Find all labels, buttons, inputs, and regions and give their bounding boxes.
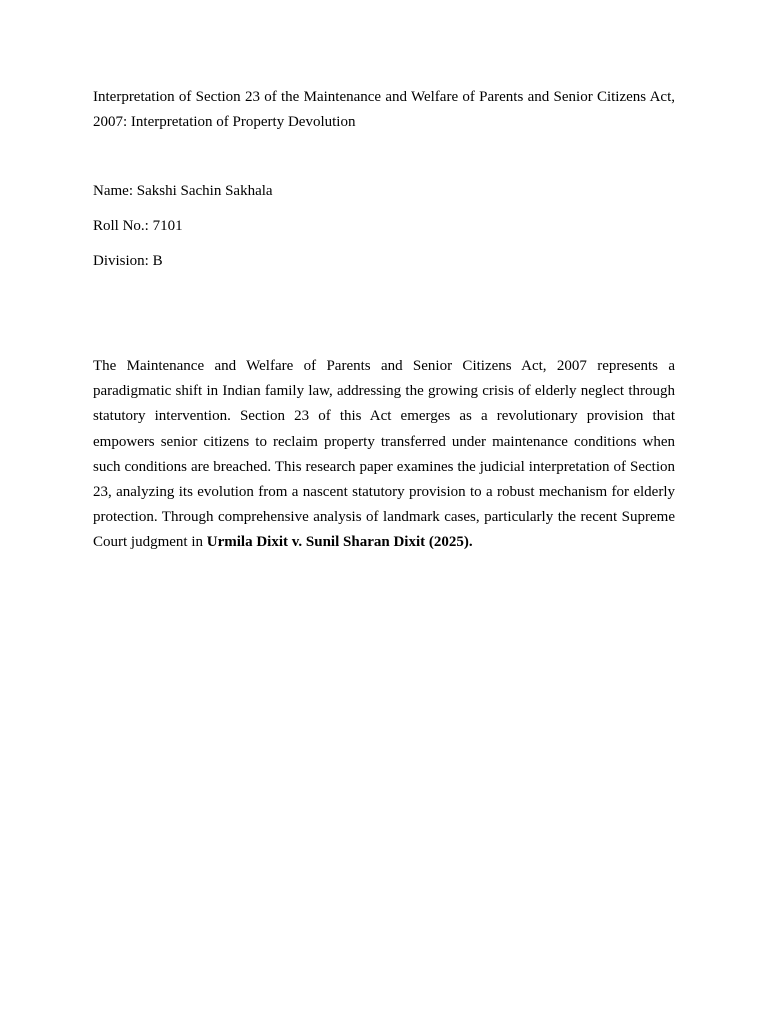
document-title: Interpretation of Section 23 of the Maintenance and Welfare of Parents and Senior Citizens Act, 2007: Interpretation of Property Devolution [93,89,675,130]
abstract-paragraph [93,354,675,556]
abstract-text: The Maintenance and Welfare of Parents and Senior Citizens Act, 2007 represents a paradigmatic shift in Indian family law, addressing the growing crisis of elderly neglect through statutory intervention. Section 23 of this Act emerges as a revolutionary provision that empowers senior citizens to reclaim property transferred under maintenance conditions when such conditions are breached. This research paper examines the judicial interpretation of Section 23, analyzing its evolution from a nascent statutory provision to a robust mechanism for elderly protection. Through comprehensive analysis of landmark cases, particularly the recent Supreme Court judgment in [93,358,675,551]
author-name: Name: Sakshi Sachin Sakhala [93,183,273,199]
division: Division: B [93,253,163,269]
case-citation: Urmila Dixit v. Sunil Sharan Dixit (2025). [206,534,473,551]
roll-number: Roll No.: 7101 [93,218,183,234]
